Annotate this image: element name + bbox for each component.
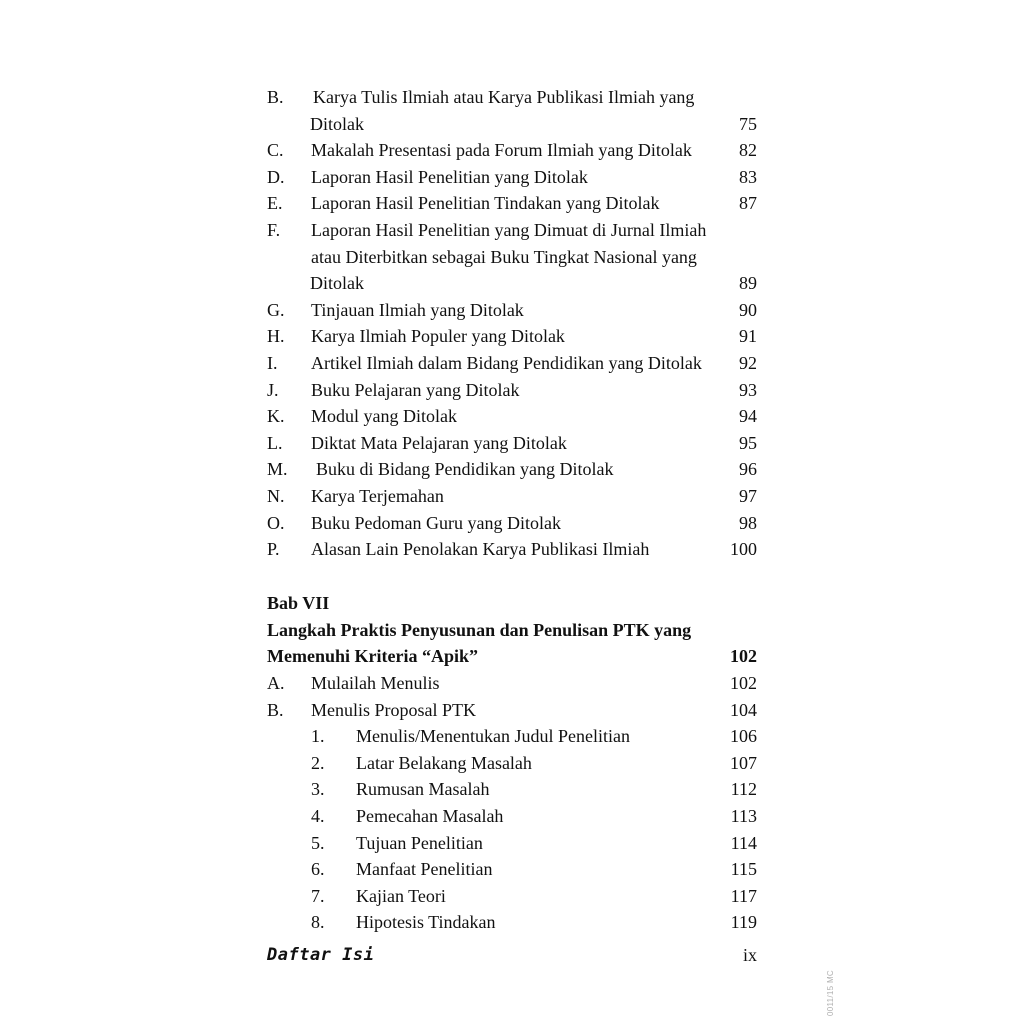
toc-entry-f-cont bbox=[267, 244, 757, 270]
entry-title: Alasan Lain Penolakan Karya Publikasi Ilmiah bbox=[311, 539, 650, 559]
toc-subentry bbox=[267, 750, 757, 776]
subentry-title: Tujuan Penelitian bbox=[356, 833, 483, 853]
toc-entry-n bbox=[267, 483, 757, 509]
toc-entry-j bbox=[267, 377, 757, 403]
entry-title-line: Ditolak bbox=[310, 114, 364, 134]
entry-title: Laporan Hasil Penelitian yang Ditolak bbox=[311, 167, 588, 187]
toc-entry-d bbox=[267, 164, 757, 190]
subentry-page: 113 bbox=[730, 806, 757, 826]
subentry-number: 4. bbox=[311, 806, 325, 826]
toc-entry-b-ptk bbox=[267, 697, 757, 723]
entry-page: 91 bbox=[739, 326, 757, 346]
toc-subentry bbox=[267, 776, 757, 802]
entry-letter: B. bbox=[267, 87, 284, 107]
entry-title: Buku Pelajaran yang Ditolak bbox=[311, 380, 520, 400]
entry-letter: C. bbox=[267, 140, 284, 160]
toc-entry-b bbox=[267, 84, 757, 110]
subentry-title: Hipotesis Tindakan bbox=[356, 912, 496, 932]
entry-title-line: Ditolak bbox=[310, 273, 364, 293]
entry-page: 90 bbox=[739, 300, 757, 320]
entry-letter: M. bbox=[267, 459, 288, 479]
toc-entry-p bbox=[267, 536, 757, 562]
subentry-number: 7. bbox=[311, 886, 325, 906]
entry-title: Mulailah Menulis bbox=[311, 673, 440, 693]
chapter-label bbox=[267, 590, 757, 616]
entry-page: 104 bbox=[730, 700, 757, 720]
entry-title: Tinjauan Ilmiah yang Ditolak bbox=[311, 300, 524, 320]
entry-title: Buku di Bidang Pendidikan yang Ditolak bbox=[316, 459, 614, 479]
entry-page: 93 bbox=[739, 380, 757, 400]
toc-subentry bbox=[267, 856, 757, 882]
entry-title: Laporan Hasil Penelitian Tindakan yang Ditolak bbox=[311, 193, 660, 213]
toc-subentry bbox=[267, 830, 757, 856]
entry-page: 94 bbox=[739, 406, 757, 426]
entry-letter: J. bbox=[267, 380, 279, 400]
subentry-number: 6. bbox=[311, 859, 325, 879]
entry-page: 82 bbox=[739, 140, 757, 160]
entry-letter: F. bbox=[267, 220, 281, 240]
subentry-page: 117 bbox=[730, 886, 757, 906]
subentry-number: 1. bbox=[311, 726, 325, 746]
entry-letter: H. bbox=[267, 326, 285, 346]
toc-subentry bbox=[267, 803, 757, 829]
subentry-title: Kajian Teori bbox=[356, 886, 446, 906]
entry-page: 97 bbox=[739, 486, 757, 506]
entry-letter: I. bbox=[267, 353, 278, 373]
folio-page-number: ix bbox=[742, 945, 757, 965]
chapter-number: Bab VII bbox=[267, 593, 330, 613]
subentry-title: Latar Belakang Masalah bbox=[356, 753, 532, 773]
entry-title: Modul yang Ditolak bbox=[311, 406, 457, 426]
toc-entry-g bbox=[267, 297, 757, 323]
subentry-title: Pemecahan Masalah bbox=[356, 806, 504, 826]
subentry-title: Rumusan Masalah bbox=[356, 779, 490, 799]
toc-entry-h bbox=[267, 323, 757, 349]
chapter-title-line-1 bbox=[267, 617, 757, 643]
entry-title: Diktat Mata Pelajaran yang Ditolak bbox=[311, 433, 567, 453]
entry-page: 96 bbox=[739, 459, 757, 479]
entry-page: 102 bbox=[730, 673, 757, 693]
entry-letter: L. bbox=[267, 433, 283, 453]
subentry-page: 112 bbox=[730, 779, 757, 799]
toc-entry-f-cont bbox=[267, 270, 757, 296]
subentry-number: 8. bbox=[311, 912, 325, 932]
toc-entry-e bbox=[267, 190, 757, 216]
toc-entry-b-cont bbox=[267, 111, 757, 137]
chapter-title: Langkah Praktis Penyusunan dan Penulisan PTK yang bbox=[267, 620, 692, 640]
toc-subentry bbox=[267, 883, 757, 909]
toc-entry-l bbox=[267, 430, 757, 456]
toc-entry-k bbox=[267, 403, 757, 429]
subentry-page: 115 bbox=[730, 859, 757, 879]
entry-title: Buku Pedoman Guru yang Ditolak bbox=[311, 513, 561, 533]
entry-title: Menulis Proposal PTK bbox=[311, 700, 477, 720]
entry-title-line: Karya Tulis Ilmiah atau Karya Publikasi Ilmiah yang bbox=[313, 87, 695, 107]
entry-page: 100 bbox=[730, 539, 757, 559]
entry-letter: N. bbox=[267, 486, 285, 506]
subentry-title: Manfaat Penelitian bbox=[356, 859, 493, 879]
entry-letter: P. bbox=[267, 539, 280, 559]
entry-title: Makalah Presentasi pada Forum Ilmiah yang Ditolak bbox=[311, 140, 692, 160]
entry-page: 98 bbox=[739, 513, 757, 533]
entry-title: Karya Ilmiah Populer yang Ditolak bbox=[311, 326, 565, 346]
chapter-title: Memenuhi Kriteria “Apik” bbox=[267, 646, 478, 666]
entry-letter: D. bbox=[267, 167, 285, 187]
entry-page: 75 bbox=[739, 114, 757, 134]
toc-entry-c bbox=[267, 137, 757, 163]
toc-entry-a bbox=[267, 670, 757, 696]
entry-title-line: atau Diterbitkan sebagai Buku Tingkat Nasional yang bbox=[311, 247, 697, 267]
toc-subentry bbox=[267, 909, 757, 935]
entry-page: 83 bbox=[739, 167, 757, 187]
subentry-title: Menulis/Menentukan Judul Penelitian bbox=[356, 726, 630, 746]
subentry-number: 5. bbox=[311, 833, 325, 853]
entry-page: 92 bbox=[739, 353, 757, 373]
toc-entry-o bbox=[267, 510, 757, 536]
entry-title: Artikel Ilmiah dalam Bidang Pendidikan yang Ditolak bbox=[311, 353, 702, 373]
chapter-title-line-2 bbox=[267, 643, 757, 669]
entry-page: 87 bbox=[739, 193, 757, 213]
subentry-number: 3. bbox=[311, 779, 325, 799]
subentry-page: 114 bbox=[730, 833, 757, 853]
side-print-code: 0011/15 MC bbox=[826, 970, 835, 1016]
entry-letter: K. bbox=[267, 406, 285, 426]
toc-subentry bbox=[267, 723, 757, 749]
entry-letter: E. bbox=[267, 193, 283, 213]
subentry-page: 107 bbox=[730, 753, 757, 773]
toc-entry-f bbox=[267, 217, 757, 243]
subentry-number: 2. bbox=[311, 753, 325, 773]
entry-page: 95 bbox=[739, 433, 757, 453]
entry-title: Karya Terjemahan bbox=[311, 486, 444, 506]
entry-title-line: Laporan Hasil Penelitian yang Dimuat di Jurnal Ilmiah bbox=[311, 220, 707, 240]
chapter-page: 102 bbox=[730, 646, 757, 666]
subentry-page: 119 bbox=[730, 912, 757, 932]
toc-entry-i bbox=[267, 350, 757, 376]
toc-entry-m bbox=[267, 456, 757, 482]
running-footer-title: Daftar Isi bbox=[267, 945, 375, 965]
entry-letter: A. bbox=[267, 673, 285, 693]
entry-letter: B. bbox=[267, 700, 284, 720]
entry-letter: G. bbox=[267, 300, 285, 320]
entry-page: 89 bbox=[739, 273, 757, 293]
entry-letter: O. bbox=[267, 513, 285, 533]
subentry-page: 106 bbox=[730, 726, 757, 746]
